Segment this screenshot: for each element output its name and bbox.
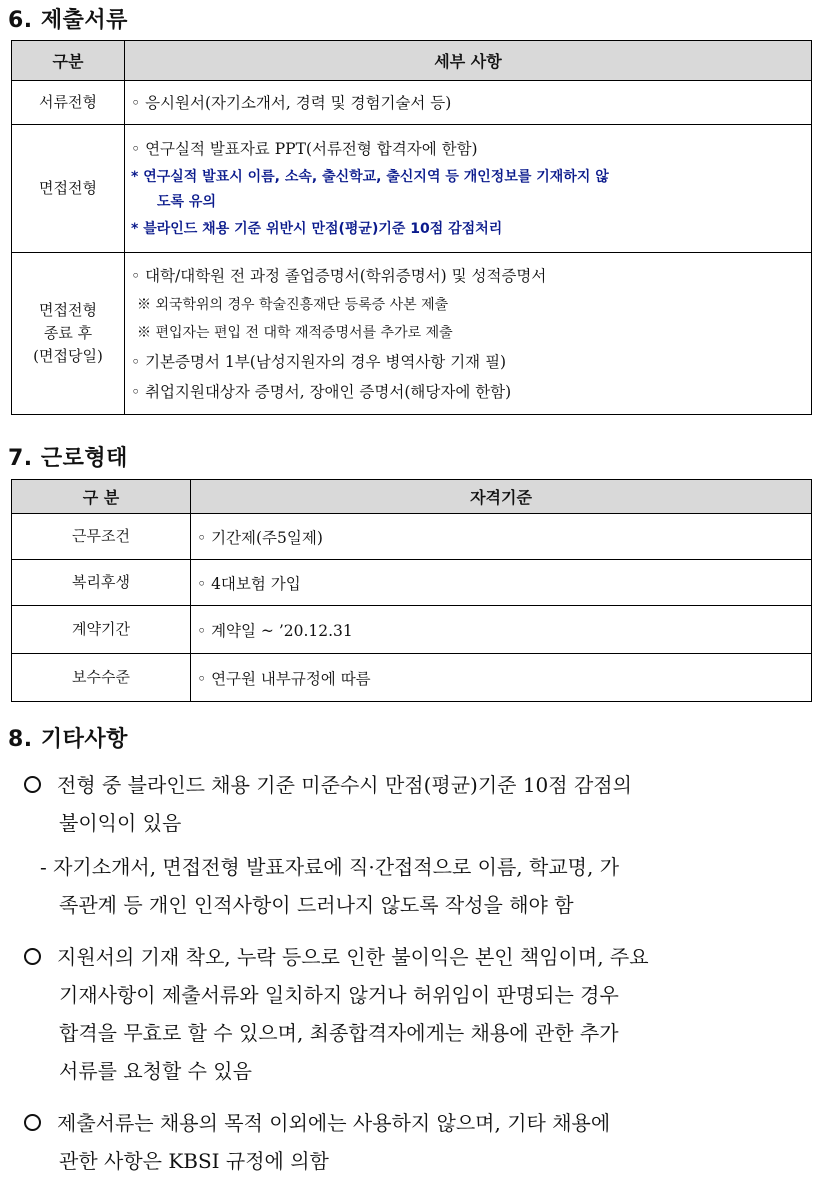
- row-value: ◦ 4대보험 가입: [191, 560, 812, 606]
- header-details: 세부 사항: [125, 41, 812, 81]
- row-label: [12, 253, 125, 415]
- row-label: 복리후생: [12, 560, 191, 606]
- header-category: 구 분: [12, 480, 191, 514]
- employment-table: [11, 479, 812, 702]
- header-category: 구분: [12, 41, 125, 81]
- row-value: ◦ 계약일 ~ ’20.12.31: [191, 606, 812, 654]
- note-text: 기재사항이 제출서류와 일치하지 않거나 허위임이 판명되는 경우: [59, 983, 619, 1007]
- row-label-line: 면접전형: [39, 301, 97, 319]
- note-text: 제출서류는 채용의 목적 이외에는 사용하지 않으며, 기타 채용에: [57, 1111, 611, 1135]
- note-line: ※ 외국학위의 경우 학술진흥재단 등록증 사본 제출: [137, 296, 449, 313]
- table-row: [12, 81, 812, 125]
- blind-notice: [131, 164, 805, 244]
- documents-table: [11, 40, 812, 415]
- note-text: 관한 사항은 KBSI 규정에 의함: [59, 1149, 329, 1173]
- detail-line: ◦ 응시원서(자기소개서, 경력 및 경험기술서 등): [131, 93, 452, 112]
- notes-block: [24, 766, 649, 1180]
- table-row: [12, 514, 812, 560]
- row-label-line: 종료 후: [43, 324, 93, 342]
- table-row: [12, 560, 812, 606]
- circle-bullet-icon: [24, 1114, 41, 1131]
- row-value: ◦ 기간제(주5일제): [191, 514, 812, 560]
- note-text: 불이익이 있음: [59, 811, 182, 835]
- section-7-title: 7. 근로형태: [8, 446, 128, 471]
- section-8-title: 8. 기타사항: [8, 727, 128, 752]
- circle-bullet-icon: [24, 948, 41, 965]
- header-criteria: 자격기준: [191, 480, 812, 514]
- note-line: ※ 편입자는 편입 전 대학 재적증명서를 추가로 제출: [137, 324, 453, 341]
- row-label: 계약기간: [12, 606, 191, 654]
- detail-line: ◦ 기본증명서 1부(남성지원자의 경우 병역사항 기재 필): [131, 352, 507, 371]
- table-row: [12, 125, 812, 253]
- note-text: 서류를 요청할 수 있음: [59, 1059, 252, 1083]
- list-item: [24, 766, 649, 804]
- row-label: 서류전형: [12, 81, 125, 125]
- sub-item: - 자기소개서, 면접전형 발표자료에 직·간접적으로 이름, 학교명, 가: [40, 855, 620, 879]
- detail-line: ◦ 취업지원대상자 증명서, 장애인 증명서(해당자에 한함): [131, 382, 512, 401]
- row-value: ◦ 연구원 내부규정에 따름: [191, 654, 812, 702]
- notice-line: 도록 유의: [157, 193, 216, 210]
- note-text: 합격을 무효로 할 수 있으며, 최종합격자에게는 채용에 관한 추가: [59, 1021, 619, 1045]
- note-text: 족관계 등 개인 인적사항이 드러나지 않도록 작성을 해야 함: [59, 893, 574, 917]
- table-row: [12, 606, 812, 654]
- section-6-title: 6. 제출서류: [8, 8, 128, 33]
- list-item: [24, 1104, 649, 1142]
- list-item: [24, 938, 649, 976]
- note-text: 지원서의 기재 착오, 누락 등으로 인한 불이익은 본인 책임이며, 주요: [57, 945, 649, 969]
- table-row: [12, 654, 812, 702]
- row-label: 면접전형: [12, 125, 125, 253]
- row-label: 보수수준: [12, 654, 191, 702]
- circle-bullet-icon: [24, 776, 41, 793]
- detail-line: ◦ 대학/대학원 전 과정 졸업증명서(학위증명서) 및 성적증명서: [131, 266, 547, 285]
- table-row: [12, 253, 812, 415]
- notice-line: * 블라인드 채용 기준 위반시 만점(평균)기준 10점 감점처리: [131, 220, 503, 237]
- detail-line: ◦ 연구실적 발표자료 PPT(서류전형 합격자에 한함): [131, 139, 478, 158]
- note-text: 전형 중 블라인드 채용 기준 미준수시 만점(평균)기준 10점 감점의: [57, 773, 632, 797]
- row-label: 근무조건: [12, 514, 191, 560]
- row-label-line: (면접당일): [33, 347, 103, 365]
- notice-line: * 연구실적 발표시 이름, 소속, 출신학교, 출신지역 등 개인정보를 기재하지 않: [131, 168, 609, 185]
